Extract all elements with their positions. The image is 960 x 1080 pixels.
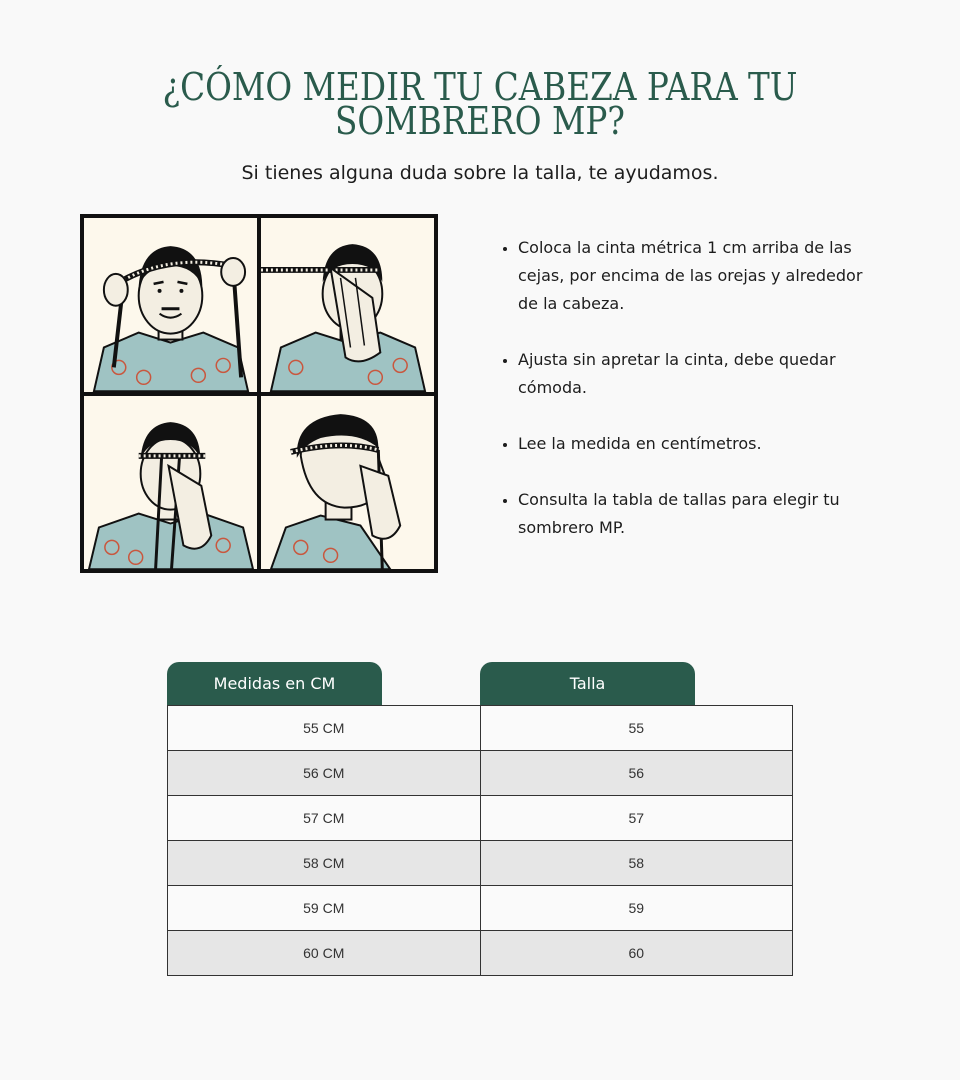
instructions-list <box>500 234 878 570</box>
table-cell-size: 55 <box>480 706 793 751</box>
man-measuring-front-icon <box>84 218 257 392</box>
head-measuring-illustration <box>80 214 438 573</box>
table-row <box>168 796 793 841</box>
illustration-panel-1 <box>84 218 257 392</box>
table-cell-size: 58 <box>480 841 793 886</box>
instruction-item: • Ajusta sin apretar la cinta, debe quedar cómoda. <box>518 346 878 402</box>
illustration-panel-3 <box>84 396 257 570</box>
man-tape-forehead-icon <box>261 218 434 392</box>
title-line-2: SOMBRERO MP? <box>335 99 625 143</box>
title-line-1: ¿CÓMO MEDIR TU CABEZA PARA TU <box>162 65 798 109</box>
illustration-panel-4 <box>261 396 434 570</box>
table-cell-measurement: 57 CM <box>168 796 481 841</box>
table-row <box>168 886 793 931</box>
table-cell-size: 59 <box>480 886 793 931</box>
column-header-measurements: Medidas en CM <box>167 662 382 706</box>
table-cell-measurement: 56 CM <box>168 751 481 796</box>
man-tape-profile-icon <box>261 396 434 570</box>
instruction-item: • Lee la medida en centímetros. <box>518 430 878 458</box>
page-title <box>67 65 893 143</box>
table-cell-measurement: 58 CM <box>168 841 481 886</box>
size-table <box>167 705 793 976</box>
table-row <box>168 751 793 796</box>
illustration-panel-2 <box>261 218 434 392</box>
instruction-item: • Consulta la tabla de tallas para elegir tu sombrero MP. <box>518 486 878 542</box>
table-cell-size: 57 <box>480 796 793 841</box>
table-row <box>168 841 793 886</box>
column-header-size: Talla <box>480 662 695 706</box>
table-cell-measurement: 59 CM <box>168 886 481 931</box>
table-cell-size: 56 <box>480 751 793 796</box>
table-cell-measurement: 55 CM <box>168 706 481 751</box>
table-row <box>168 931 793 976</box>
table-cell-measurement: 60 CM <box>168 931 481 976</box>
man-tape-front-icon <box>84 396 257 570</box>
table-row <box>168 706 793 751</box>
table-cell-size: 60 <box>480 931 793 976</box>
page-subtitle: Si tienes alguna duda sobre la talla, te ayudamos. <box>241 162 719 184</box>
instruction-item: • Coloca la cinta métrica 1 cm arriba de las cejas, por encima de las orejas y alrededor de la cabeza. <box>518 234 878 318</box>
